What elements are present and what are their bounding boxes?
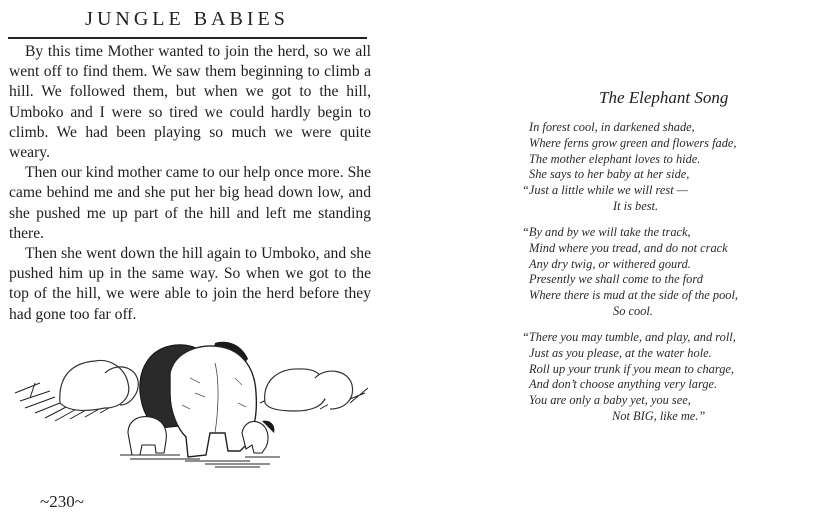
poem-line: Where ferns grow green and flowers fade, bbox=[529, 135, 737, 150]
poem-line: Any dry twig, or withered gourd. bbox=[529, 256, 691, 271]
elephant-herd-illustration bbox=[10, 333, 370, 468]
poem-title: The Elephant Song bbox=[599, 88, 729, 107]
poem-refrain: Not BIG, like me.” bbox=[612, 408, 706, 423]
poem-line: “By and by we will take the track, bbox=[522, 225, 691, 239]
paragraph: Then our kind mother came to our help once more. She came behind me and she put her big head down low, and she pushed me up part of the hill and left me standing there. bbox=[9, 164, 371, 242]
running-head: JUNGLE BABIES bbox=[85, 8, 289, 30]
stanza-3 bbox=[500, 330, 829, 425]
stanza-2 bbox=[500, 225, 829, 320]
poem-line: Just as you please, at the water hole. bbox=[529, 345, 712, 360]
page-number: ~230~ bbox=[40, 492, 84, 511]
poem-line: The mother elephant loves to hide. bbox=[529, 151, 701, 166]
poem-line: In forest cool, in darkened shade, bbox=[529, 120, 695, 134]
poem-line: And don’t choose anything very large. bbox=[529, 377, 718, 392]
poem-line: Presently we shall come to the ford bbox=[529, 272, 703, 287]
left-page bbox=[0, 0, 380, 518]
story-text bbox=[9, 42, 371, 325]
poem-refrain: So cool. bbox=[613, 303, 653, 318]
paragraph: Then she went down the hill again to Umboko, and she pushed him up in the same way. So when we got to the top of the hill, we were able to join the herd before they had gone too far off. bbox=[9, 245, 371, 323]
poem-refrain: It is best. bbox=[613, 198, 659, 213]
paragraph: By this time Mother wanted to join the herd, so we all went off to find them. We saw them beginning to climb a hill. We followed them, but when we got to the hill, Umboko and I were so tired we could hardly begin to climb. We had been playing so much we were quite weary. bbox=[9, 43, 371, 162]
poem-line: “Just a little while we will rest — bbox=[522, 183, 688, 198]
stanza-1 bbox=[500, 120, 829, 215]
header-rule bbox=[8, 37, 367, 39]
poem-line: Mind where you tread, and do not crack bbox=[529, 240, 728, 255]
poem-line: Roll up your trunk if you mean to charge, bbox=[529, 361, 734, 376]
poem-line: She says to her baby at her side, bbox=[529, 167, 690, 182]
right-page bbox=[500, 0, 829, 518]
poem-line: Where there is mud at the side of the pool, bbox=[529, 288, 738, 303]
poem-line: You are only a baby yet, you see, bbox=[529, 393, 691, 408]
poem-line: “There you may tumble, and play, and roll, bbox=[522, 330, 736, 344]
